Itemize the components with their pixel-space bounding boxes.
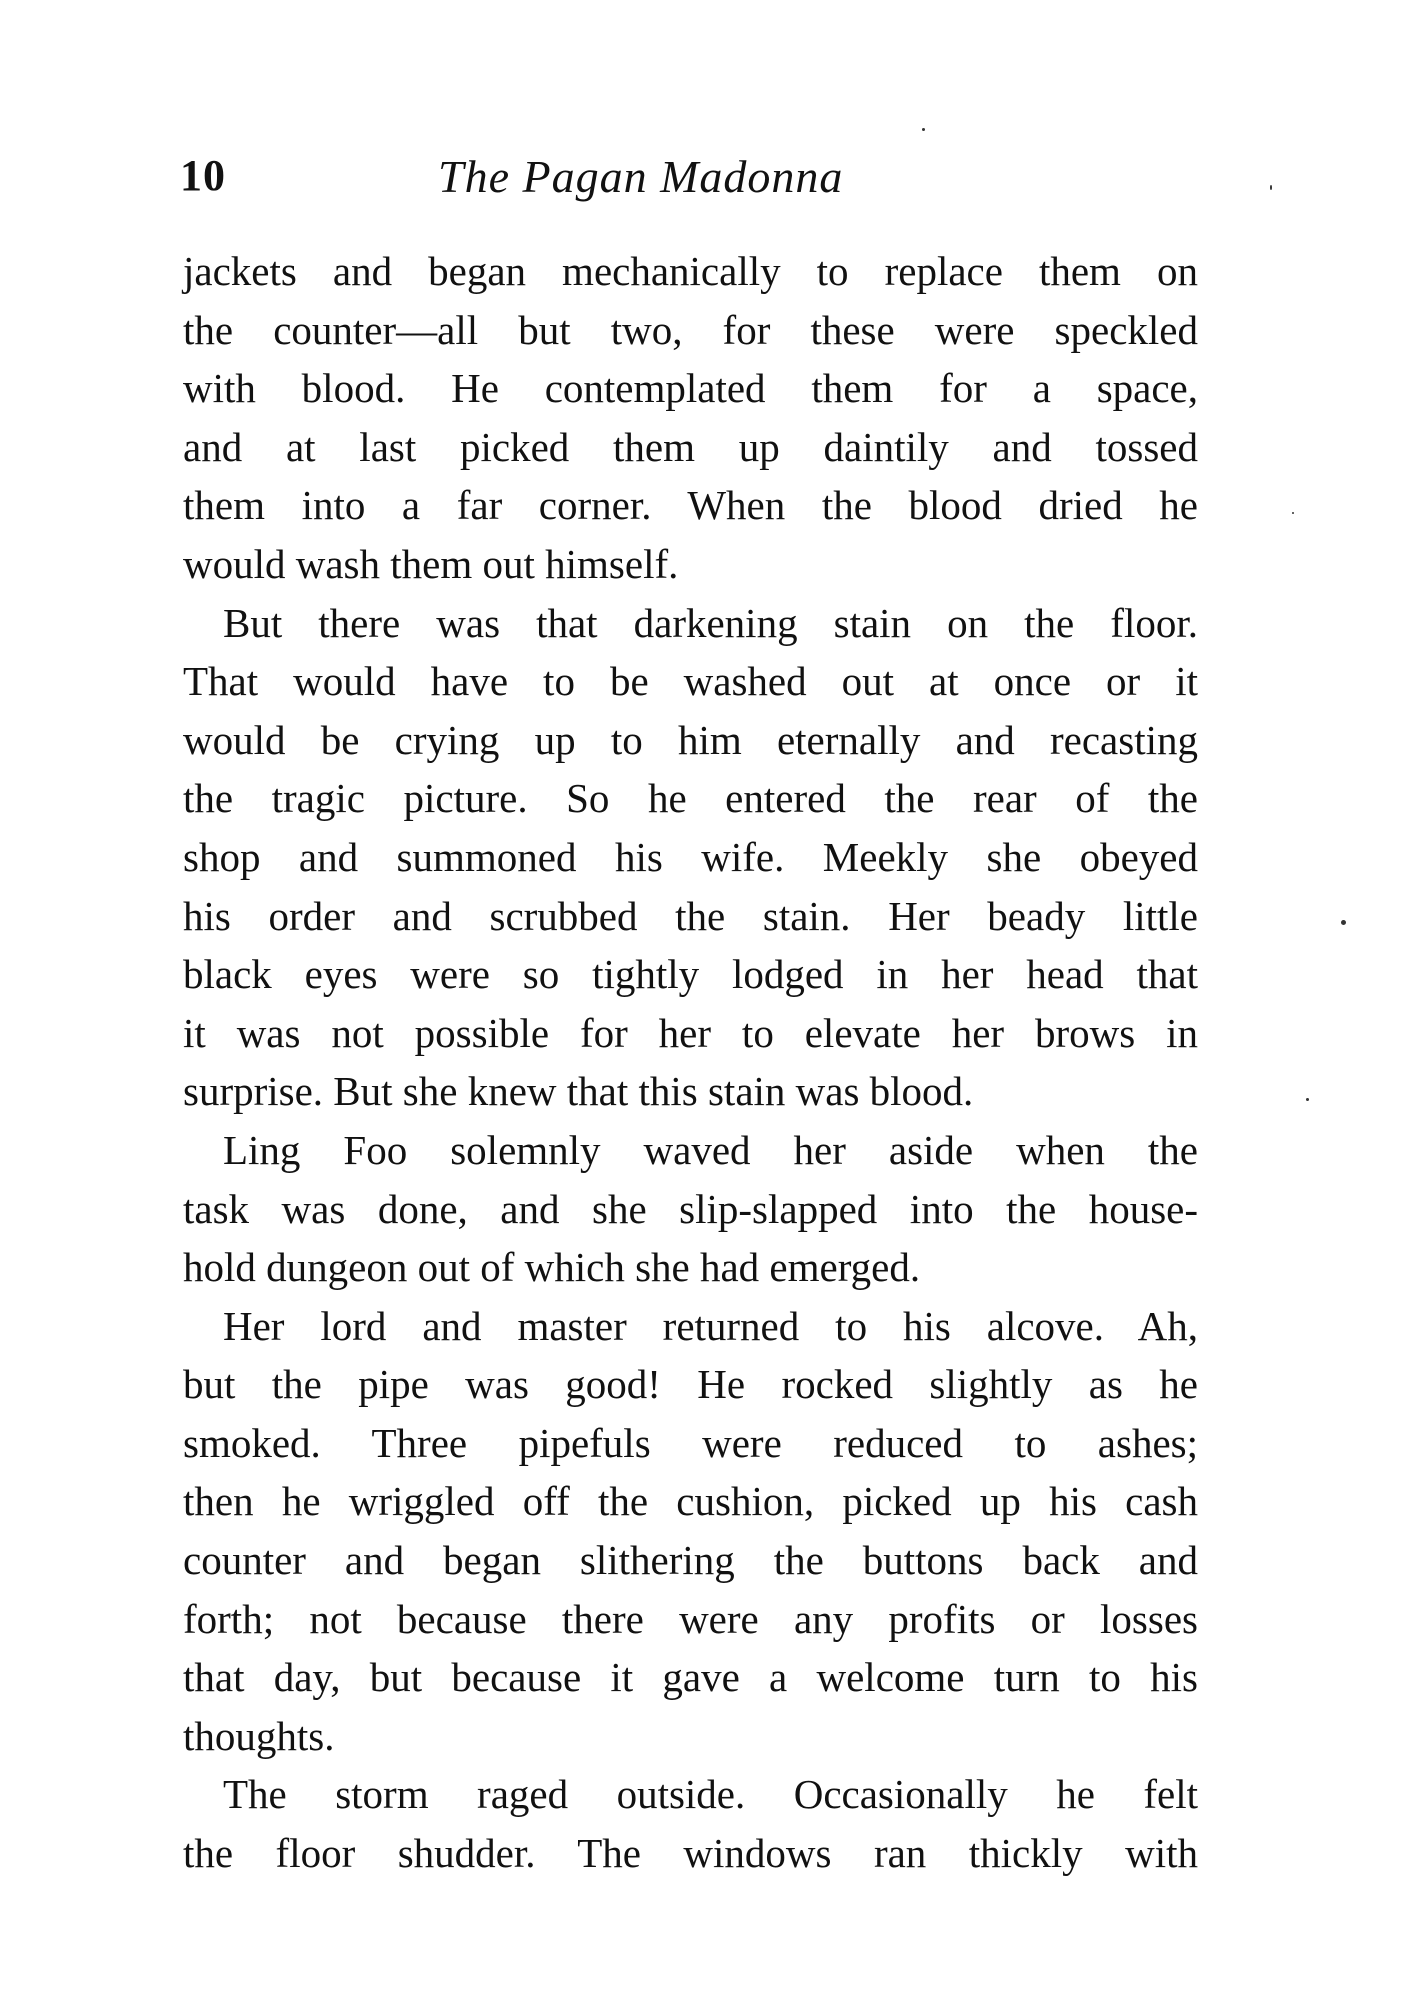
page-number: 10 [180,151,226,200]
text-line: and at last picked them up daintily and tossed [183,423,1198,470]
text-line: smoked. Three pipefuls were reduced to ashes; [183,1419,1198,1466]
page-header [180,150,1200,220]
text-line: the counter—all but two, for these were speckled [183,306,1198,353]
text-line: the floor shudder. The windows ran thickly with [183,1830,1198,1877]
text-line: would be crying up to him eternally and recasting [183,716,1198,763]
text-line: But there was that darkening stain on the floor. [223,599,1198,646]
scan-speck [922,128,925,131]
scan-speck [1341,920,1346,925]
running-title: The Pagan Madonna [438,151,844,202]
text-line: them into a far corner. When the blood dried he [183,482,1198,529]
text-line: Ling Foo solemnly waved her aside when the [223,1126,1198,1173]
text-line: That would have to be washed out at once or it [183,658,1198,705]
scan-speck [1292,512,1294,514]
text-line: then he wriggled off the cushion, picked up his cash [183,1478,1198,1525]
text-line: his order and scrubbed the stain. Her beady little [183,892,1198,939]
text-line: forth; not because there were any profits or losses [183,1595,1198,1642]
text-line: the tragic picture. So he entered the rear of the [183,775,1198,822]
body-text [183,242,1198,1883]
text-line: shop and summoned his wife. Meekly she obeyed [183,833,1198,880]
text-line: hold dungeon out of which she had emerged. [183,1244,921,1291]
text-line: The storm raged outside. Occasionally he felt [223,1771,1198,1818]
text-line: it was not possible for her to elevate her brows in [183,1009,1198,1056]
text-line: black eyes were so tightly lodged in her head that [183,951,1198,998]
text-line: would wash them out himself. [183,540,679,587]
text-line: Her lord and master returned to his alcove. Ah, [223,1302,1198,1349]
text-line: surprise. But she knew that this stain was blood. [183,1068,974,1115]
text-line: jackets and began mechanically to replace them on [183,248,1198,294]
text-line: that day, but because it gave a welcome turn to his [183,1654,1198,1701]
scan-speck [1270,185,1272,190]
scan-speck [1306,1098,1309,1101]
text-line: thoughts. [183,1712,335,1759]
text-line: but the pipe was good! He rocked slightly as he [183,1361,1198,1408]
text-line: task was done, and she slip-slapped into the house- [183,1185,1198,1232]
text-line: with blood. He contemplated them for a space, [183,365,1198,412]
text-line: counter and began slithering the buttons back and [183,1537,1198,1584]
